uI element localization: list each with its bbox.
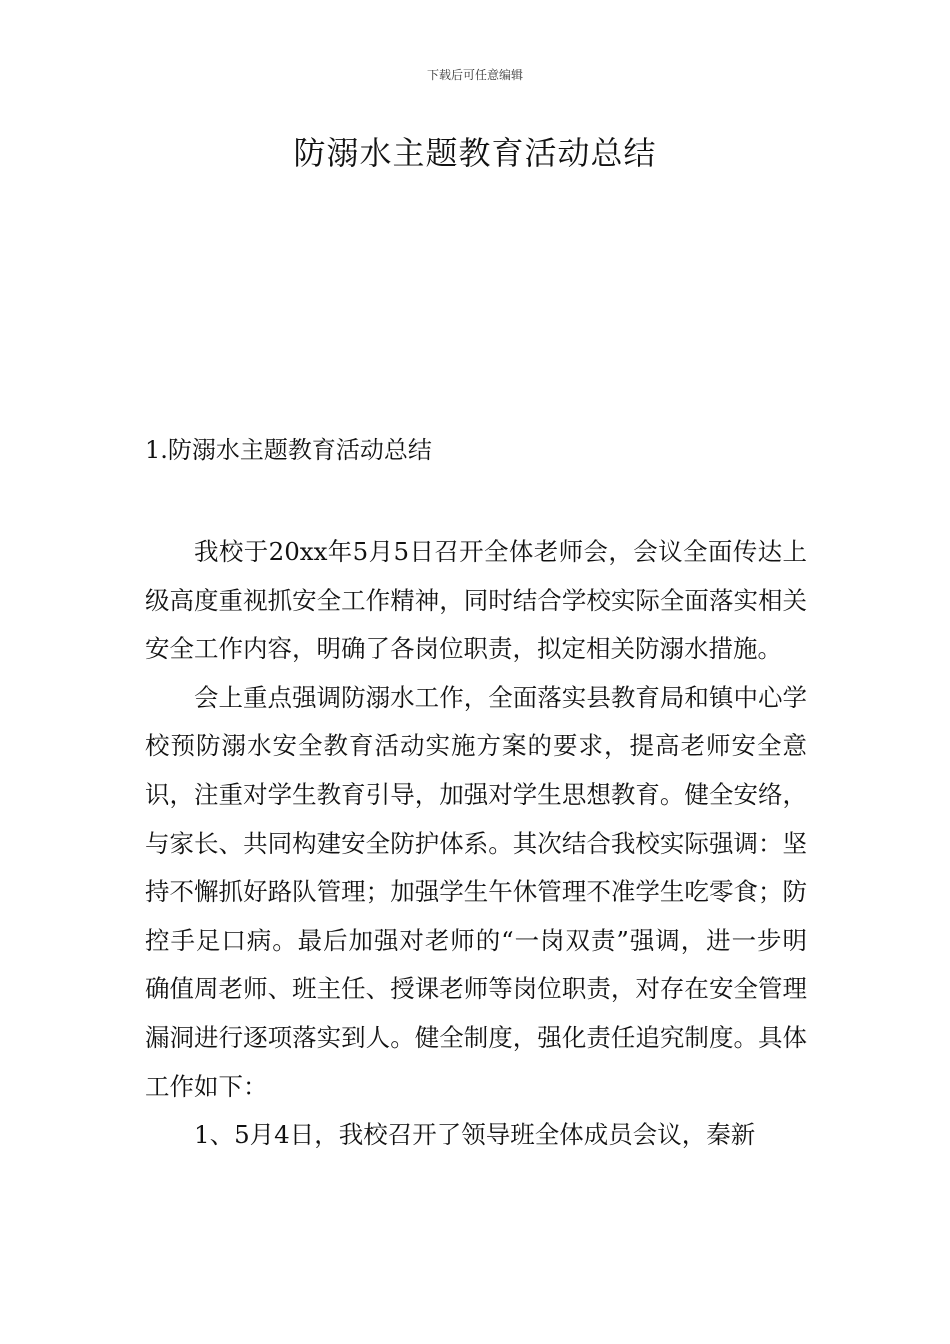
paragraph-2: 会上重点强调防溺水工作，全面落实县教育局和镇中心学校预防溺水安全教育活动实施方案的要求，提高老师安全意识，注重对学生教育引导，加强对学生思想教育。健全安络，与家长、共同构建安全防护体系。其次结合我校实际强调：坚持不懈抓好路队管理；加强学生午休管理不准学生吃零食；防控手足口病。最后加强对老师的“一岗双责”强调，进一步明确值周老师、班主任、授课老师等岗位职责，对存在安全管理漏洞进行逐项落实到人。健全制度，强化责任追究制度。具体工作如下： bbox=[145, 682, 807, 1101]
paragraph-3: 1、5月4日，我校召开了领导班全体成员会议，秦新 bbox=[194, 1120, 756, 1150]
document-title: 防溺水主题教育活动总结 bbox=[293, 134, 657, 172]
body-text bbox=[145, 528, 807, 1160]
paragraph-1: 我校于20xx年5月5日召开全体老师会，会议全面传达上级高度重视抓安全工作精神，同时结合学校实际全面落实相关安全工作内容，明确了各岗位职责，拟定相关防溺水措施。 bbox=[145, 537, 807, 664]
header-note: 下载后可任意编辑 bbox=[426, 68, 523, 82]
section-heading: 1.防溺水主题教育活动总结 bbox=[145, 436, 432, 464]
